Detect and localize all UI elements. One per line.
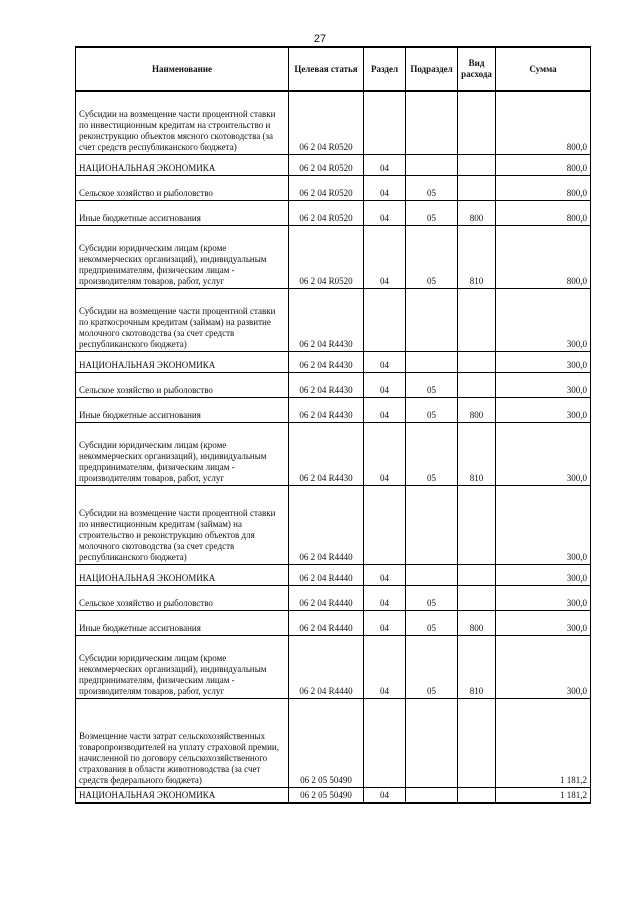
row-subsection: 05	[406, 398, 458, 423]
row-sum: 300,0	[496, 352, 591, 373]
row-section	[364, 91, 406, 155]
row-expense-type: 810	[458, 636, 496, 699]
row-sum: 800,0	[496, 226, 591, 289]
row-sum: 800,0	[496, 91, 591, 155]
row-section: 04	[364, 373, 406, 398]
budget-table	[75, 46, 591, 804]
row-section: 04	[364, 423, 406, 486]
row-name: НАЦИОНАЛЬНАЯ ЭКОНОМИКА	[76, 155, 289, 176]
row-target: 06 2 05 50490	[289, 699, 364, 788]
row-sum: 300,0	[496, 565, 591, 586]
table-header-row	[76, 47, 591, 91]
row-target: 06 2 04 R0520	[289, 201, 364, 226]
row-name: Иные бюджетные ассигнования	[76, 398, 289, 423]
row-sum: 800,0	[496, 176, 591, 201]
row-name: Субсидии юридическим лицам (кроме некоммерческих организаций), индивидуальным предпринимателям, физическим лицам - производителям товаров, работ, услуг	[76, 226, 289, 289]
row-subsection	[406, 289, 458, 352]
table-row	[76, 155, 591, 176]
row-target: 06 2 04 R4430	[289, 289, 364, 352]
row-subsection: 05	[406, 636, 458, 699]
row-subsection	[406, 788, 458, 804]
row-subsection	[406, 486, 458, 565]
table-row	[76, 611, 591, 636]
row-name: Сельское хозяйство и рыболовство	[76, 176, 289, 201]
row-expense-type: 800	[458, 398, 496, 423]
row-target: 06 2 04 R4440	[289, 565, 364, 586]
row-name: Субсидии на возмещение части процентной ставки по краткосрочным кредитам (займам) на развитие молочного скотоводства (за счет средств республиканского бюджета)	[76, 289, 289, 352]
row-expense-type	[458, 486, 496, 565]
page-number: 27	[313, 33, 327, 45]
table-row	[76, 565, 591, 586]
row-subsection: 05	[406, 373, 458, 398]
row-sum: 300,0	[496, 398, 591, 423]
row-section: 04	[364, 565, 406, 586]
row-name: НАЦИОНАЛЬНАЯ ЭКОНОМИКА	[76, 352, 289, 373]
row-expense-type: 800	[458, 201, 496, 226]
row-sum: 1 181,2	[496, 699, 591, 788]
row-expense-type: 800	[458, 611, 496, 636]
row-subsection: 05	[406, 201, 458, 226]
row-sum: 300,0	[496, 486, 591, 565]
row-expense-type	[458, 91, 496, 155]
row-target: 06 2 04 R0520	[289, 226, 364, 289]
row-expense-type: 810	[458, 423, 496, 486]
row-target: 06 2 04 R4430	[289, 398, 364, 423]
column-header-name: Наименование	[76, 47, 289, 91]
row-expense-type: 810	[458, 226, 496, 289]
table-row	[76, 636, 591, 699]
row-expense-type	[458, 586, 496, 611]
row-name: НАЦИОНАЛЬНАЯ ЭКОНОМИКА	[76, 565, 289, 586]
table-row	[76, 201, 591, 226]
row-name: Субсидии юридическим лицам (кроме некоммерческих организаций), индивидуальным предпринимателям, физическим лицам - производителям товаров, работ, услуг	[76, 636, 289, 699]
row-expense-type	[458, 788, 496, 804]
column-header-sum: Сумма	[496, 47, 591, 91]
row-section: 04	[364, 176, 406, 201]
row-subsection	[406, 155, 458, 176]
row-subsection	[406, 565, 458, 586]
row-subsection: 05	[406, 226, 458, 289]
row-target: 06 2 04 R4440	[289, 586, 364, 611]
row-name: Иные бюджетные ассигнования	[76, 611, 289, 636]
table-row	[76, 289, 591, 352]
row-subsection: 05	[406, 176, 458, 201]
row-sum: 300,0	[496, 611, 591, 636]
column-header-expense-type: Вид расхода	[458, 47, 496, 91]
row-section: 04	[364, 398, 406, 423]
row-target: 06 2 04 R0520	[289, 91, 364, 155]
row-target: 06 2 04 R4440	[289, 636, 364, 699]
row-section	[364, 486, 406, 565]
column-header-subsection: Подраздел	[406, 47, 458, 91]
column-header-target: Целевая статья	[289, 47, 364, 91]
row-section: 04	[364, 352, 406, 373]
row-name: Субсидии на возмещение части процентной ставки по инвестиционным кредитам (займам) на строительство и реконструкцию объектов для молочного скотоводства (за счет средств республиканского бюджета)	[76, 486, 289, 565]
row-name: Сельское хозяйство и рыболовство	[76, 586, 289, 611]
row-name: НАЦИОНАЛЬНАЯ ЭКОНОМИКА	[76, 788, 289, 804]
table-row	[76, 226, 591, 289]
row-subsection	[406, 699, 458, 788]
row-section: 04	[364, 788, 406, 804]
row-name: Иные бюджетные ассигнования	[76, 201, 289, 226]
row-target: 06 2 04 R4440	[289, 486, 364, 565]
table-row	[76, 91, 591, 155]
table-row	[76, 176, 591, 201]
row-target: 06 2 04 R4430	[289, 373, 364, 398]
row-name: Субсидии юридическим лицам (кроме некоммерческих организаций), индивидуальным предпринимателям, физическим лицам - производителям товаров, работ, услуг	[76, 423, 289, 486]
row-section: 04	[364, 155, 406, 176]
row-subsection	[406, 91, 458, 155]
row-name: Субсидии на возмещение части процентной ставки по инвестиционным кредитам на строительство и реконструкцию объектов мясного скотоводства (за счет средств республиканского бюджета)	[76, 91, 289, 155]
row-section: 04	[364, 201, 406, 226]
row-sum: 300,0	[496, 289, 591, 352]
table-row	[76, 398, 591, 423]
table-row	[76, 373, 591, 398]
row-target: 06 2 04 R4430	[289, 423, 364, 486]
row-section: 04	[364, 636, 406, 699]
row-target: 06 2 05 50490	[289, 788, 364, 804]
table-row	[76, 788, 591, 804]
row-subsection: 05	[406, 423, 458, 486]
row-subsection: 05	[406, 586, 458, 611]
row-target: 06 2 04 R0520	[289, 155, 364, 176]
row-name: Сельское хозяйство и рыболовство	[76, 373, 289, 398]
row-expense-type	[458, 699, 496, 788]
table-row	[76, 699, 591, 788]
column-header-section: Раздел	[364, 47, 406, 91]
row-expense-type	[458, 565, 496, 586]
row-section	[364, 699, 406, 788]
row-subsection	[406, 352, 458, 373]
row-section	[364, 289, 406, 352]
row-sum: 300,0	[496, 423, 591, 486]
row-name: Возмещение части затрат сельскохозяйственных товаропроизводителей на уплату страховой премии, начисленной по договору сельскохозяйственного страхования в области животноводства (за счет средств федерального бюджета)	[76, 699, 289, 788]
row-expense-type	[458, 352, 496, 373]
row-section: 04	[364, 586, 406, 611]
row-sum: 800,0	[496, 201, 591, 226]
table-row	[76, 423, 591, 486]
row-target: 06 2 04 R0520	[289, 176, 364, 201]
row-sum: 800,0	[496, 155, 591, 176]
row-section: 04	[364, 611, 406, 636]
row-expense-type	[458, 155, 496, 176]
row-expense-type	[458, 373, 496, 398]
row-expense-type	[458, 176, 496, 201]
table-row	[76, 486, 591, 565]
row-expense-type	[458, 289, 496, 352]
row-target: 06 2 04 R4430	[289, 352, 364, 373]
row-sum: 1 181,2	[496, 788, 591, 804]
table-row	[76, 352, 591, 373]
row-sum: 300,0	[496, 373, 591, 398]
table-row	[76, 586, 591, 611]
row-sum: 300,0	[496, 636, 591, 699]
row-target: 06 2 04 R4440	[289, 611, 364, 636]
row-section: 04	[364, 226, 406, 289]
row-subsection: 05	[406, 611, 458, 636]
row-sum: 300,0	[496, 586, 591, 611]
